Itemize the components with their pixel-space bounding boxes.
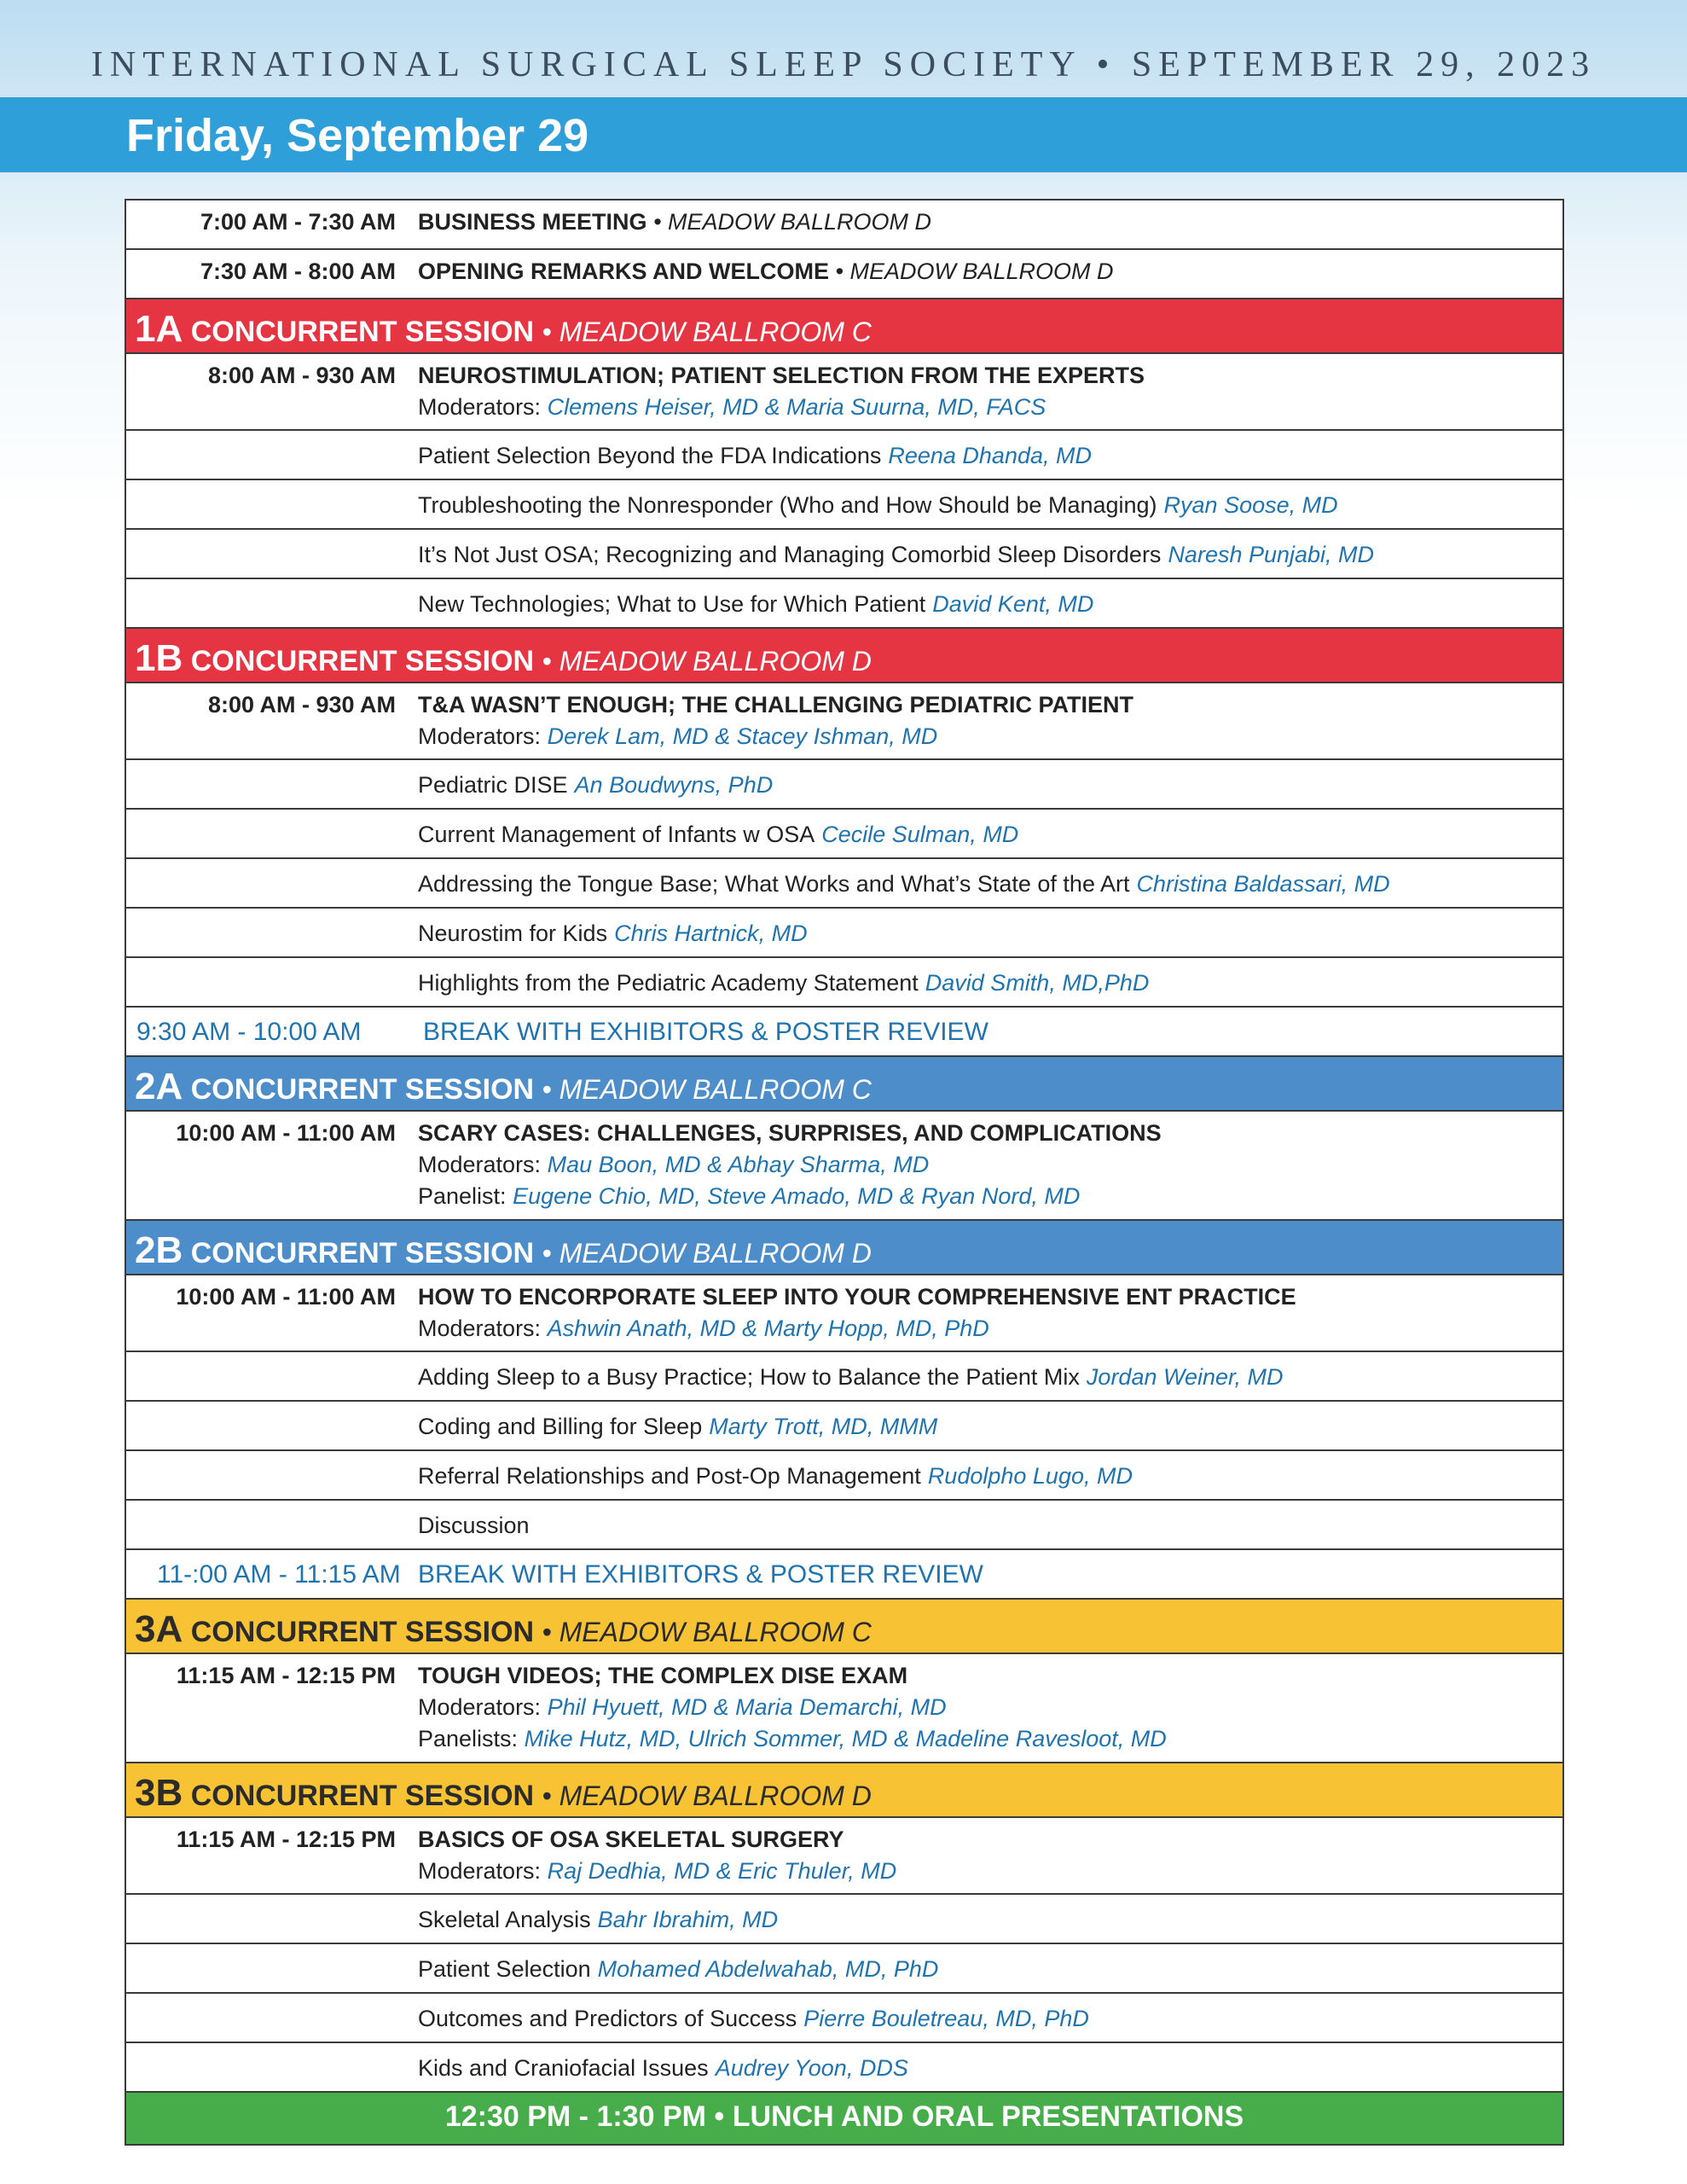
people-names: Derek Lam, MD & Stacey Ishman, MD xyxy=(547,723,938,749)
people-names: Clemens Heiser, MD & Maria Suurna, MD, FACS xyxy=(547,394,1046,420)
talk-speaker: Christina Baldassari, MD xyxy=(1136,871,1390,897)
talk-row xyxy=(126,1402,1562,1451)
conference-header: INTERNATIONAL SURGICAL SLEEP SOCIETY • SEPTEMBER 29, 2023 xyxy=(90,45,1597,84)
session-label: CONCURRENT SESSION xyxy=(190,1073,535,1106)
talk-content xyxy=(418,1994,1562,2032)
block-people-line xyxy=(418,1694,1562,1721)
talk-speaker: Ryan Soose, MD xyxy=(1163,492,1338,518)
row-time: 7:30 AM - 8:00 AM xyxy=(200,258,396,284)
people-names: Eugene Chio, MD, Steve Amado, MD & Ryan Nord, MD xyxy=(513,1183,1081,1209)
talk-row xyxy=(126,480,1562,530)
talk-speaker: Naresh Punjabi, MD xyxy=(1168,542,1375,567)
session-location: • MEADOW BALLROOM C xyxy=(542,317,872,347)
talk-content xyxy=(418,579,1562,618)
session-header xyxy=(126,629,1562,683)
block-content xyxy=(418,1112,1562,1210)
talk-title: New Technologies; What to Use for Which Patient xyxy=(418,591,926,617)
block-content xyxy=(418,683,1562,750)
people-prefix: Panelists: xyxy=(418,1726,519,1751)
row-title: OPENING REMARKS AND WELCOME xyxy=(418,258,830,284)
talk-title: Patient Selection Beyond the FDA Indications xyxy=(418,443,882,468)
block-title: HOW TO ENCORPORATE SLEEP INTO YOUR COMPREHENSIVE ENT PRACTICE xyxy=(418,1284,1296,1310)
talk-content xyxy=(418,958,1562,996)
talk-content xyxy=(418,1944,1562,1983)
schedule-row xyxy=(126,250,1562,299)
talk-speaker: Marty Trott, MD, MMM xyxy=(709,1414,938,1439)
people-prefix: Moderators: xyxy=(418,723,542,749)
session-header-text xyxy=(135,637,872,680)
session-header xyxy=(126,299,1562,354)
talk-content xyxy=(418,1402,1562,1440)
session-header-text xyxy=(135,308,872,351)
session-location: • MEADOW BALLROOM C xyxy=(542,1617,872,1647)
talk-speaker: Audrey Yoon, DDS xyxy=(715,2055,908,2081)
block-time: 8:00 AM - 930 AM xyxy=(207,692,396,717)
people-names: Mike Hutz, MD, Ulrich Sommer, MD & Madeline Ravesloot, MD xyxy=(524,1726,1167,1751)
talk-row xyxy=(126,1994,1562,2043)
block-title: NEUROSTIMULATION; PATIENT SELECTION FROM THE EXPERTS xyxy=(418,363,1145,388)
talk-speaker: Cecile Sulman, MD xyxy=(821,822,1019,847)
talk-row xyxy=(126,1451,1562,1501)
session-header xyxy=(126,1600,1562,1654)
talk-speaker: David Kent, MD xyxy=(932,591,1094,617)
session-label: CONCURRENT SESSION xyxy=(190,1616,535,1648)
talk-title: Current Management of Infants w OSA xyxy=(418,822,815,847)
break-row xyxy=(126,1550,1562,1600)
block-people-line xyxy=(418,394,1562,421)
session-location: • MEADOW BALLROOM D xyxy=(542,1238,872,1269)
session-header-text xyxy=(135,1066,872,1108)
block-people-line xyxy=(418,1858,1562,1885)
block-people-line xyxy=(418,1316,1562,1342)
row-content xyxy=(418,250,1562,285)
people-prefix: Moderators: xyxy=(418,1858,542,1884)
block-people-line xyxy=(418,723,1562,750)
talk-row xyxy=(126,579,1562,629)
block-people-line xyxy=(418,1183,1562,1210)
session-block xyxy=(126,683,1562,760)
talk-title: It’s Not Just OSA; Recognizing and Managing Comorbid Sleep Disorders xyxy=(418,542,1162,567)
row-content xyxy=(418,200,1562,235)
block-time: 8:00 AM - 930 AM xyxy=(207,363,396,388)
block-time: 11:15 AM - 12:15 PM xyxy=(176,1663,396,1688)
talk-content xyxy=(418,1895,1562,1933)
talk-row xyxy=(126,958,1562,1008)
talk-speaker: Mohamed Abdelwahab, MD, PhD xyxy=(597,1956,939,1982)
block-time: 10:00 AM - 11:00 AM xyxy=(176,1284,396,1310)
session-code: 2B xyxy=(135,1229,183,1271)
session-label: CONCURRENT SESSION xyxy=(190,1780,535,1812)
talk-title: Outcomes and Predictors of Success xyxy=(418,2006,797,2031)
session-header xyxy=(126,1763,1562,1818)
session-block xyxy=(126,1818,1562,1895)
talk-row xyxy=(126,760,1562,810)
talk-title: Discussion xyxy=(418,1513,530,1538)
block-title: TOUGH VIDEOS; THE COMPLEX DISE EXAM xyxy=(418,1663,908,1688)
talk-title: Pediatric DISE xyxy=(418,772,568,798)
talk-row xyxy=(126,2043,1562,2093)
block-title: T&A WASN’T ENOUGH; THE CHALLENGING PEDIATRIC PATIENT xyxy=(418,692,1133,717)
talk-title: Skeletal Analysis xyxy=(418,1907,591,1932)
talk-speaker: Reena Dhanda, MD xyxy=(888,443,1092,468)
talk-row xyxy=(126,1895,1562,1944)
break-text: BREAK WITH EXHIBITORS & POSTER REVIEW xyxy=(418,1560,983,1589)
session-code: 3A xyxy=(135,1608,183,1650)
talk-title: Highlights from the Pediatric Academy Statement xyxy=(418,970,919,996)
session-code: 1B xyxy=(135,637,183,679)
talk-title: Patient Selection xyxy=(418,1956,591,1982)
people-prefix: Moderators: xyxy=(418,1316,542,1341)
session-header xyxy=(126,1057,1562,1112)
block-content xyxy=(418,1818,1562,1885)
block-title: BASICS OF OSA SKELETAL SURGERY xyxy=(418,1827,844,1852)
schedule-table xyxy=(125,199,1564,2146)
lunch-row: 12:30 PM - 1:30 PM • LUNCH AND ORAL PRESENTATIONS xyxy=(126,2093,1562,2146)
talk-content xyxy=(418,431,1562,469)
block-time: 10:00 AM - 11:00 AM xyxy=(176,1120,396,1146)
talk-row xyxy=(126,530,1562,579)
session-header-text xyxy=(135,1229,872,1272)
session-location: • MEADOW BALLROOM D xyxy=(542,1780,872,1811)
talk-speaker: Jordan Weiner, MD xyxy=(1086,1364,1284,1390)
day-banner xyxy=(0,97,1687,172)
session-label: CONCURRENT SESSION xyxy=(190,316,535,348)
session-location: • MEADOW BALLROOM C xyxy=(542,1074,872,1105)
block-time: 11:15 AM - 12:15 PM xyxy=(176,1827,396,1852)
row-time: 7:00 AM - 7:30 AM xyxy=(200,209,396,235)
block-title: SCARY CASES: CHALLENGES, SURPRISES, AND COMPLICATIONS xyxy=(418,1120,1162,1146)
talk-row xyxy=(126,1944,1562,1994)
session-header-text xyxy=(135,1608,872,1651)
block-people-line xyxy=(418,1726,1562,1752)
row-title: BUSINESS MEETING xyxy=(418,209,647,235)
people-names: Ashwin Anath, MD & Marty Hopp, MD, PhD xyxy=(547,1316,989,1341)
row-location: • MEADOW BALLROOM D xyxy=(653,209,932,235)
talk-content xyxy=(418,1352,1562,1391)
session-header xyxy=(126,1221,1562,1275)
session-code: 2A xyxy=(135,1066,183,1107)
people-names: Mau Boon, MD & Abhay Sharma, MD xyxy=(547,1152,930,1177)
block-content xyxy=(418,1275,1562,1342)
talk-speaker: Pierre Bouletreau, MD, PhD xyxy=(803,2006,1089,2031)
talk-row xyxy=(126,1352,1562,1402)
talk-row xyxy=(126,1501,1562,1550)
talk-row xyxy=(126,859,1562,909)
talk-content xyxy=(418,530,1562,568)
talk-row xyxy=(126,810,1562,859)
block-people-line xyxy=(418,1152,1562,1178)
people-prefix: Moderators: xyxy=(418,1152,542,1177)
people-names: Phil Hyuett, MD & Maria Demarchi, MD xyxy=(547,1694,947,1720)
break-time: 9:30 AM - 10:00 AM xyxy=(136,1018,362,1046)
session-header-text xyxy=(135,1772,872,1815)
talk-title: Referral Relationships and Post-Op Management xyxy=(418,1463,921,1489)
session-block xyxy=(126,1275,1562,1352)
session-block xyxy=(126,1654,1562,1763)
talk-title: Kids and Craniofacial Issues xyxy=(418,2055,709,2081)
session-block xyxy=(126,354,1562,431)
session-label: CONCURRENT SESSION xyxy=(190,645,535,677)
talk-content xyxy=(418,760,1562,799)
people-prefix: Moderators: xyxy=(418,1694,542,1720)
row-location: • MEADOW BALLROOM D xyxy=(835,258,1114,284)
talk-row xyxy=(126,909,1562,958)
people-names: Raj Dedhia, MD & Eric Thuler, MD xyxy=(547,1858,897,1884)
break-row xyxy=(126,1008,1562,1057)
talk-title: Troubleshooting the Nonresponder (Who and How Should be Managing) xyxy=(418,492,1157,518)
talk-content xyxy=(418,1501,1562,1539)
talk-title: Coding and Billing for Sleep xyxy=(418,1414,703,1439)
talk-content xyxy=(418,1451,1562,1490)
talk-title: Neurostim for Kids xyxy=(418,921,608,946)
schedule-row xyxy=(126,200,1562,250)
break-time: 11-:00 AM - 11:15 AM xyxy=(157,1560,401,1589)
session-block xyxy=(126,1112,1562,1221)
day-title: Friday, September 29 xyxy=(126,110,589,161)
talk-title: Addressing the Tongue Base; What Works and What’s State of the Art xyxy=(418,871,1130,897)
session-code: 3B xyxy=(135,1772,183,1814)
block-content xyxy=(418,354,1562,421)
people-prefix: Moderators: xyxy=(418,394,542,420)
talk-speaker: David Smith, MD,PhD xyxy=(925,970,1150,996)
break-text: BREAK WITH EXHIBITORS & POSTER REVIEW xyxy=(423,1018,988,1046)
talk-speaker: Rudolpho Lugo, MD xyxy=(927,1463,1133,1489)
block-content xyxy=(418,1654,1562,1752)
talk-speaker: Bahr Ibrahim, MD xyxy=(597,1907,779,1932)
talk-title: Adding Sleep to a Busy Practice; How to Balance the Patient Mix xyxy=(418,1364,1080,1390)
talk-content xyxy=(418,909,1562,947)
session-location: • MEADOW BALLROOM D xyxy=(542,646,872,677)
talk-content xyxy=(418,810,1562,848)
session-code: 1A xyxy=(135,308,183,350)
talk-speaker: An Boudwyns, PhD xyxy=(574,772,774,798)
people-prefix: Panelist: xyxy=(418,1183,507,1209)
session-label: CONCURRENT SESSION xyxy=(190,1237,535,1269)
talk-content xyxy=(418,480,1562,519)
talk-content xyxy=(418,859,1562,897)
talk-speaker: Chris Hartnick, MD xyxy=(614,921,808,946)
talk-content xyxy=(418,2043,1562,2082)
talk-row xyxy=(126,431,1562,480)
